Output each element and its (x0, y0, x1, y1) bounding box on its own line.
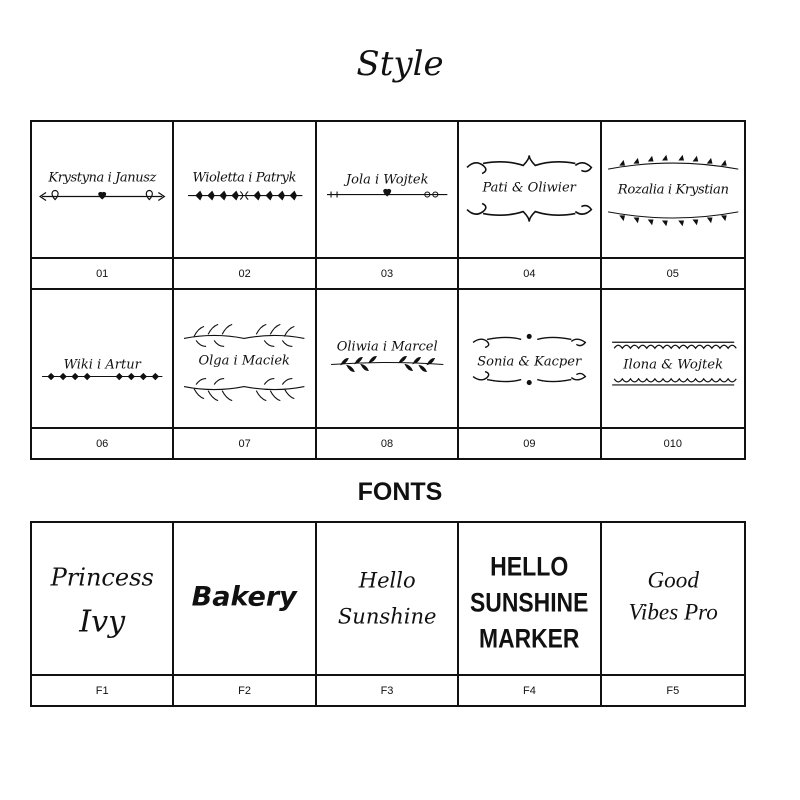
style-option-01[interactable] (32, 122, 174, 290)
style-preview-07 (174, 290, 314, 427)
style-grid (30, 120, 746, 460)
center-heart-icon (383, 189, 391, 197)
style-preview-02 (174, 122, 314, 257)
style-option-08[interactable] (317, 290, 459, 458)
style-preview-04 (459, 122, 599, 257)
font-preview-F4 (459, 523, 599, 674)
style-option-02[interactable] (174, 122, 316, 290)
couple-names: Wioletta i Patryk (192, 170, 297, 186)
font-preview-F3 (317, 523, 457, 674)
couple-names: Krystyna i Janusz (48, 170, 156, 186)
top-swirl-icon (473, 337, 585, 347)
style-preview-03 (317, 122, 457, 257)
style-option-06[interactable] (32, 290, 174, 458)
fonts-grid (30, 521, 746, 707)
style-code: 03 (317, 257, 457, 288)
couple-names: Pati & Oliwier (482, 180, 577, 196)
laurel-branch-icon (331, 356, 443, 371)
couple-names: Sonia & Kacper (477, 354, 582, 370)
bottom-branches-icon (184, 379, 304, 401)
font-option-F4[interactable] (459, 523, 601, 705)
style-option-03[interactable] (317, 122, 459, 290)
bottom-vine-icon (608, 212, 738, 225)
style-code: 02 (174, 257, 314, 288)
style-code: 06 (32, 427, 172, 458)
style-preview-05 (602, 122, 744, 257)
bottom-swirl-icon (467, 204, 591, 222)
font-code: F4 (459, 674, 599, 705)
couple-names: Olga i Maciek (198, 353, 291, 369)
font-option-F5[interactable] (602, 523, 744, 705)
style-code: 01 (32, 257, 172, 288)
font-code: F1 (32, 674, 172, 705)
style-option-07[interactable] (174, 290, 316, 458)
font-sample-line: Bakery (191, 581, 298, 613)
font-sample-line: Sunshine (337, 603, 437, 629)
style-preview-08 (317, 290, 457, 427)
couple-names: Oliwia i Marcel (336, 339, 438, 355)
couple-names: Rozalia i Krystian (617, 182, 729, 198)
style-preview-010 (602, 290, 744, 427)
font-sample-line: Vibes Pro (628, 599, 718, 626)
couple-names: Ilona & Wojtek (622, 357, 723, 373)
top-dot-icon (527, 334, 532, 339)
style-code: 010 (602, 427, 744, 458)
font-sample-line: Good (647, 567, 699, 594)
top-scallop-border-icon (612, 342, 736, 348)
couple-names: Jola i Wojtek (345, 172, 429, 188)
style-option-010[interactable] (602, 290, 744, 458)
style-option-05[interactable] (602, 122, 744, 290)
top-vine-icon (608, 156, 738, 169)
style-preview-06 (32, 290, 172, 427)
font-preview-F1 (32, 523, 172, 674)
bottom-dot-icon (527, 380, 532, 385)
font-sample-line: MARKER (479, 622, 580, 654)
top-swirl-icon (467, 155, 591, 173)
font-sample-line: Ivy (79, 604, 126, 640)
leaf-branch-ornament-icon (188, 192, 302, 200)
font-option-F2[interactable] (174, 523, 316, 705)
font-sample-line: Hello (358, 567, 416, 593)
style-code: 04 (459, 257, 599, 288)
font-code: F2 (174, 674, 314, 705)
style-code: 05 (602, 257, 744, 288)
font-preview-F2 (174, 523, 314, 674)
fonts-heading: FONTS (357, 478, 443, 506)
font-sample-line: HELLO (490, 550, 569, 582)
style-heading: Style (356, 44, 444, 84)
font-sample-line: SUNSHINE (470, 586, 589, 618)
font-sample-line: Princess (50, 563, 154, 592)
style-preview-01 (32, 122, 172, 257)
font-option-F3[interactable] (317, 523, 459, 705)
style-code: 08 (317, 427, 457, 458)
top-branches-icon (184, 324, 304, 346)
style-option-09[interactable] (459, 290, 601, 458)
bottom-swirl-icon (473, 372, 585, 382)
style-option-04[interactable] (459, 122, 601, 290)
bottom-scallop-border-icon (612, 379, 736, 385)
font-code: F5 (602, 674, 744, 705)
fern-line-ornament-icon (42, 374, 162, 380)
font-option-F1[interactable] (32, 523, 174, 705)
center-heart-icon (98, 192, 106, 200)
couple-names: Wiki i Artur (63, 357, 141, 373)
style-code: 07 (174, 427, 314, 458)
style-code: 09 (459, 427, 599, 458)
style-preview-09 (459, 290, 599, 427)
font-preview-F5 (602, 523, 744, 674)
font-code: F3 (317, 674, 457, 705)
